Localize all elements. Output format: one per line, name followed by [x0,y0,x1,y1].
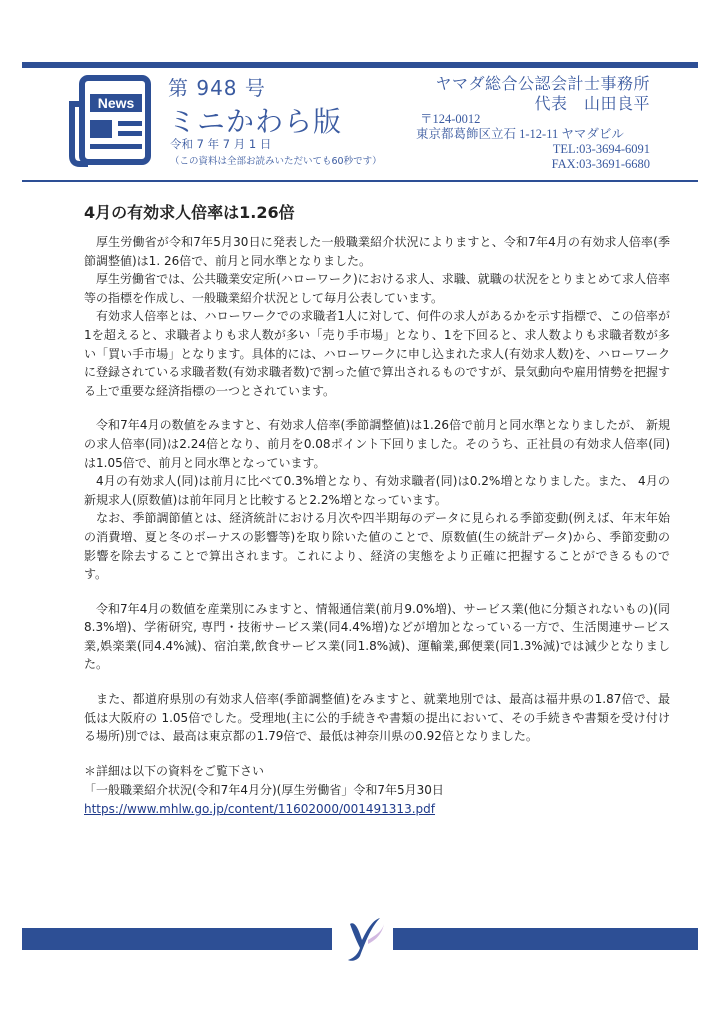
article-paragraph: なお、季節調節値とは、経済統計における月次や四半期毎のデータに見られる季節変動(例えば、年末年始の消費増、夏と冬のボーナスの影響等)を取り除いた値のことで、原数値(生の統計データ)から、季節変動の影響を除去することで算出されます。これにより、経済の実態をより正確に把握することができるものです。 [84,511,670,582]
postal-code: 〒124-0012 [420,112,481,126]
article-paragraph: 厚生労働省が令和7年5月30日に発表した一般職業紹介状況によりますと、令和7年4月の有効求人倍率(季節調整値)は1. 26倍で、前月と同水準となりました。 [84,235,670,268]
issue-date: 令和 7 年 7 月 1 日 [170,137,272,151]
fax: FAX:03-3691-6680 [551,157,650,171]
article-paragraph: 4月の有効求人(同)は前月に比べて0.3%増となり、有効求職者(同)は0.2%増となりました。また、 4月の新規求人(原数値)は前年同月と比較すると2.2%増となっています。 [84,474,670,507]
paragraph-gap [84,400,670,416]
article-paragraph: 厚生労働省では、公共職業安定所(ハローワーク)における求人、求職、就職の状況をとりまとめて求人倍率等の指標を作成し、一般職業紹介状況として毎月公表しています。 [84,272,670,305]
references [84,762,670,819]
issue-number: 第 948 号 [168,76,266,100]
firm-logo-icon [338,910,388,966]
reference-source: 「一般職業紹介状況(令和7年4月分)(厚生労働省」令和7年5月30日 [84,782,444,797]
representative: 代表 山田良平 [534,94,650,113]
paragraph-gap [84,674,670,690]
newsletter-title: ミニかわら版 [168,105,343,138]
office-name: ヤマダ総合公認会計士事務所 [435,74,650,93]
news-icon-label: News [97,95,135,111]
article-paragraph: 有効求人倍率とは、ハローワークでの求職者1人に対して、何件の求人があるかを示す指標で、この倍率が1を超えると、求職者よりも求人数が多い「売り手市場」となり、1を下回ると、求人数よりも求職者数が多い「買い手市場」となります。具体的には、ハローワークに申し込まれた求人(有効求人数)を、ハローワークに登録されている求職者数(有効求職者数)で割った値で算出されるものですが、景気動向や雇用情勢を把握する上で重要な経済指標の一つとされています。 [84,309,670,398]
reference-link[interactable]: https://www.mhlw.go.jp/content/11602000/001491313.pdf [84,801,435,816]
organization-block [435,74,650,114]
contact-block [416,112,650,172]
paragraph-gap [84,584,670,600]
article-headline: 4月の有効求人倍率は1.26倍 [84,203,295,222]
article [84,200,670,819]
reference-note: ＊詳細は以下の資料をご覧下さい [84,763,265,778]
article-paragraph: 令和7年4月の数値を産業別にみますと、情報通信業(前月9.0%増)、サービス業(他に分類されないもの)(同8.3%増)、学術研究, 専門・技術サービス業(同4.4%増)などが増加となっている一方で、生活関連サービス業,娯楽業(同4.4%減)、宿泊業,飲食サービス業(同1.8%減)、運輸業,郵便業(同1.3%減)では減少となりました。 [84,601,670,672]
newspaper-icon [68,74,156,170]
article-paragraph: 令和7年4月の数値をみますと、有効求人倍率(季節調整値)は1.26倍で前月と同水準となりましたが、 新規の求人倍率(同)は2.24倍となり、前月を0.08ポイント下回りました。そのうち、正社員の有効求人倍率(同)は1.05倍で、前月と同水準となっています。 [84,418,670,470]
article-paragraph: また、都道府県別の有効求人倍率(季節調整値)をみますと、就業地別では、最高は福井県の1.87倍で、最低は大阪府の 1.05倍でした。受理地(主に公的手続きや書類の提出において、その手続きや書類を受け付ける場所)別では、最高は東京都の1.79倍で、最低は神奈川県の0.92倍となりました。 [84,692,670,744]
address: 東京都葛飾区立石 1-12-11 ヤマダビル [416,127,624,141]
footer-bar-right [393,928,698,950]
reading-time-note: （この資料は全部お読みいただいても60秒です） [170,156,382,167]
header-top-bar [22,62,698,68]
header-divider [22,180,698,182]
telephone: TEL:03-3694-6091 [552,142,650,156]
footer-bar-left [22,928,332,950]
